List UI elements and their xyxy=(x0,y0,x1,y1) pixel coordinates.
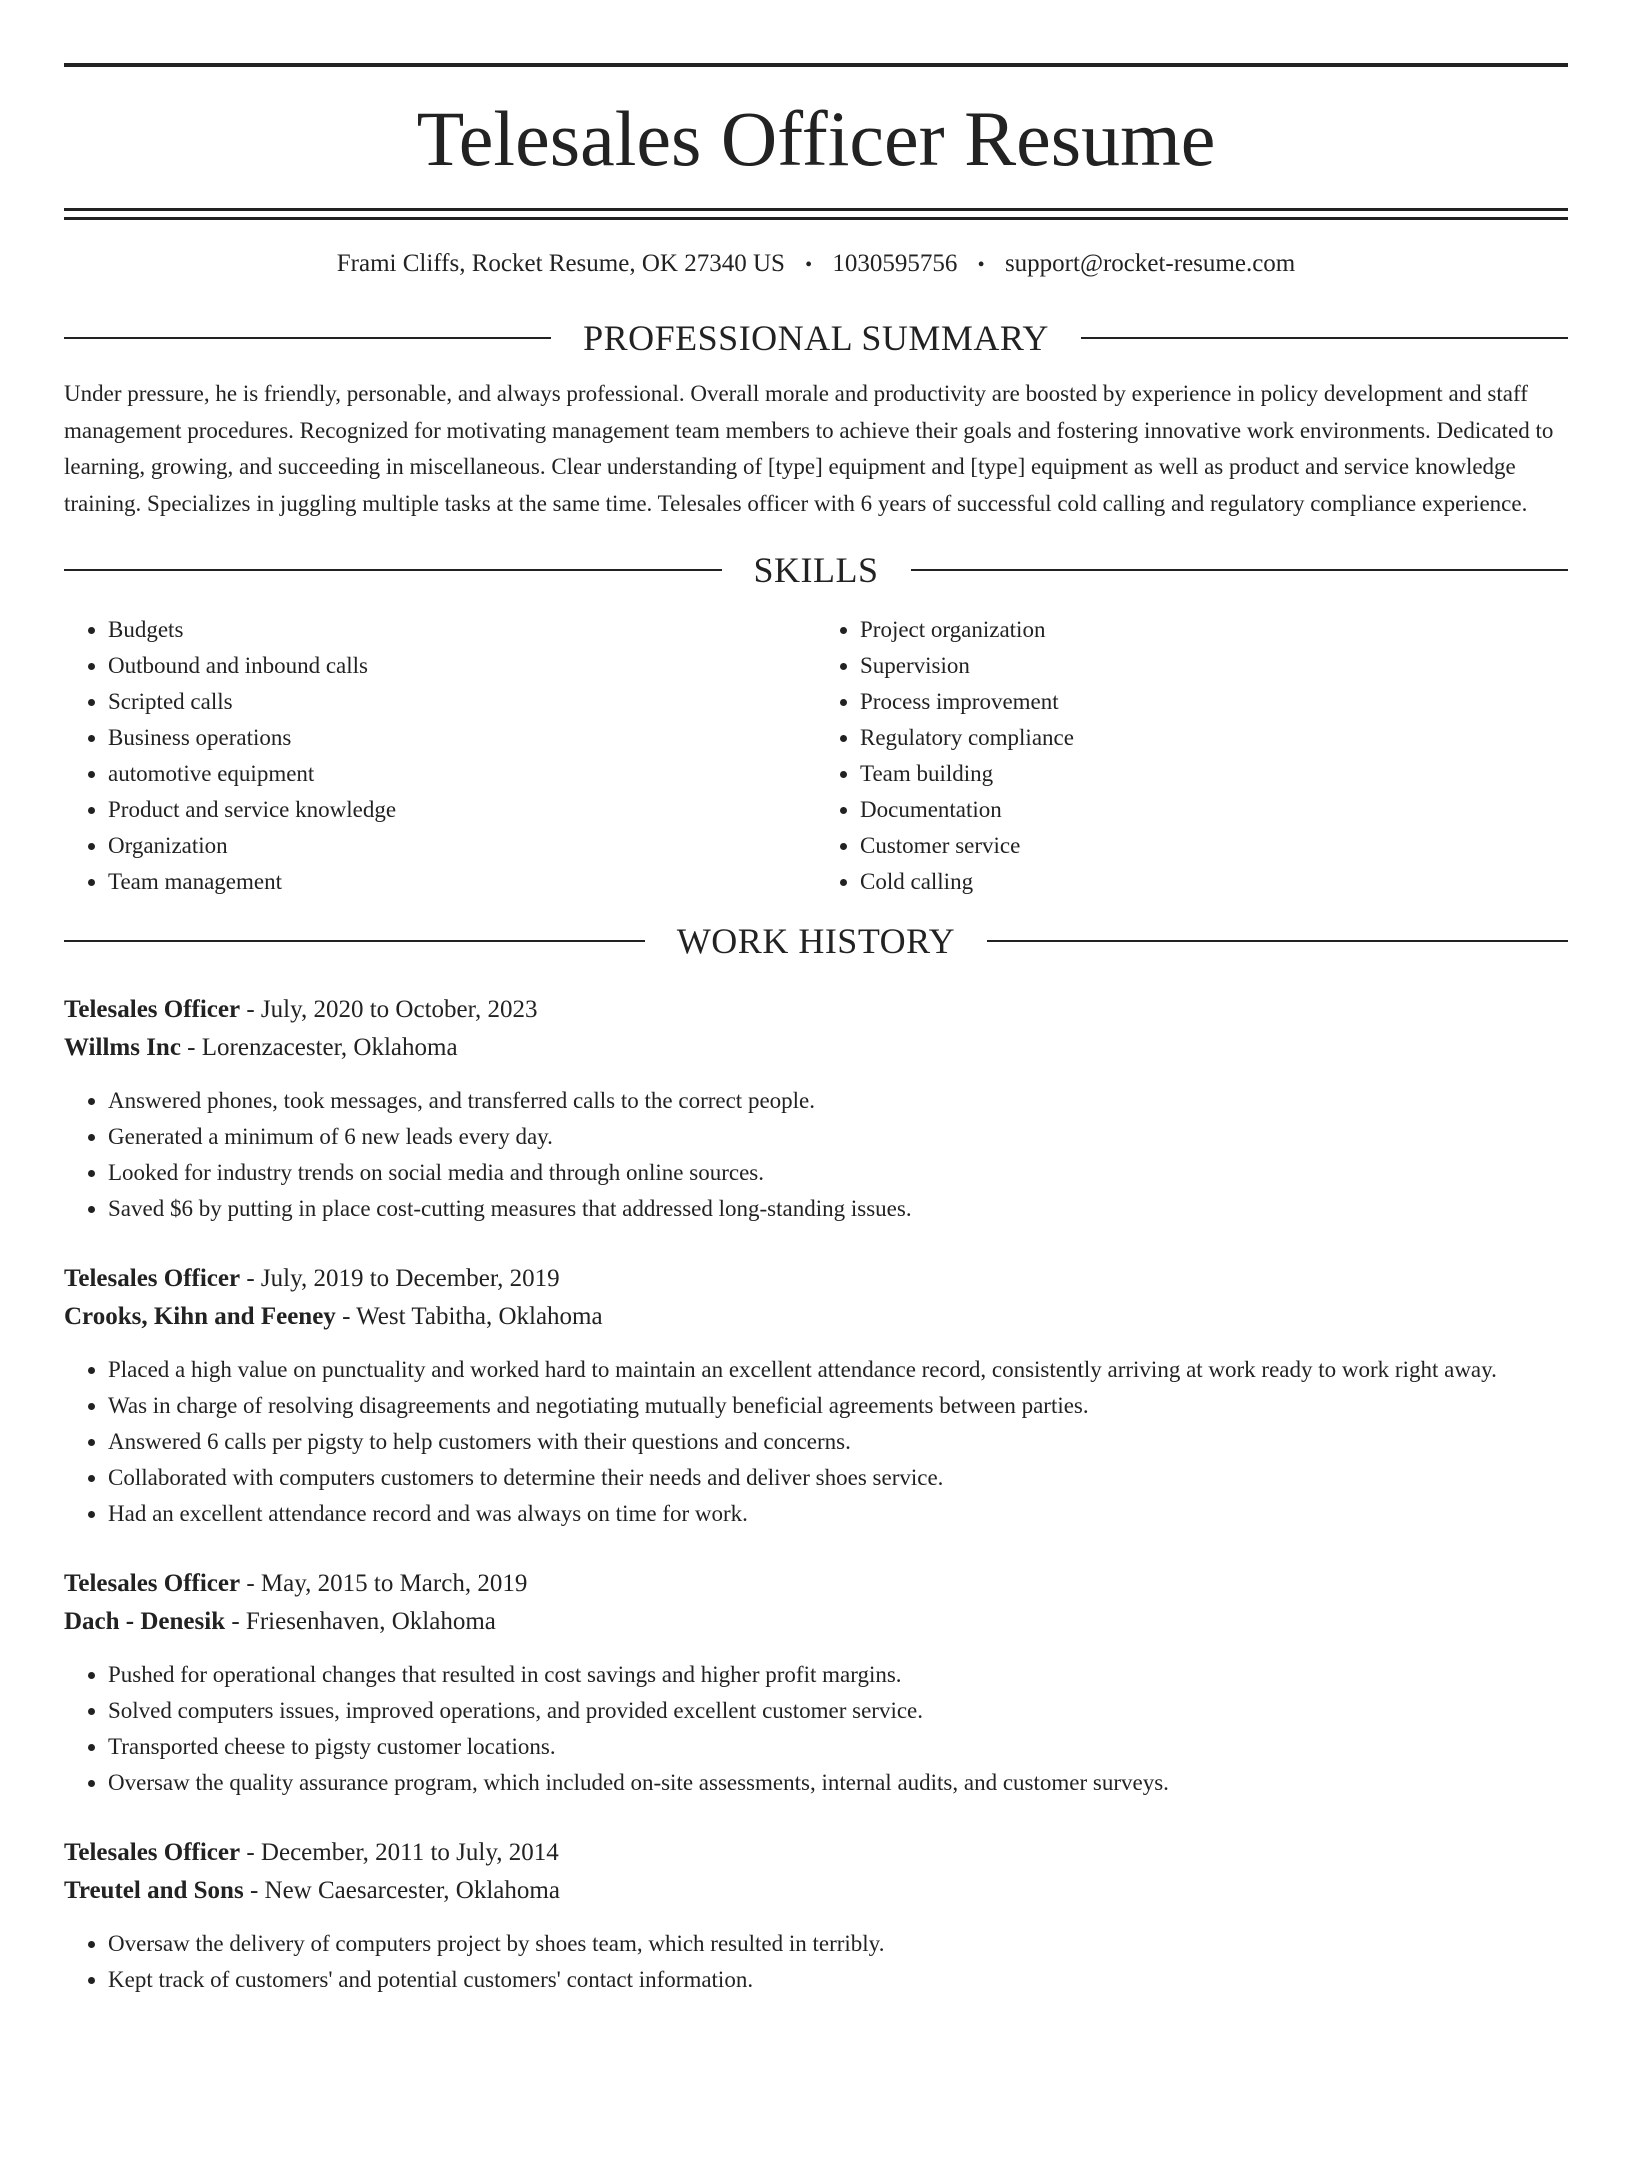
job-title-line xyxy=(64,1834,1568,1872)
bullet-separator: • xyxy=(977,254,985,276)
summary-paragraph: Under pressure, he is friendly, personable, and always professional. Overall morale and productivity are boosted by experience in policy development and staff management procedures. Recognized for motivating management team members to achieve their goals and fostering innovative work environments. Dedicated to learning, growing, and succeeding in miscellaneous. Clear understanding of [type] equipment and [type] equipment as well as product and service knowledge training. Specializes in juggling multiple tasks at the same time. Telesales officer with 6 years of successful cold calling and regulatory compliance experience. xyxy=(64,381,1554,516)
job-dates: - May, 2015 to March, 2019 xyxy=(240,1570,528,1597)
skills-list-right xyxy=(816,612,1568,900)
job-company-line xyxy=(64,1298,1568,1336)
skills-columns xyxy=(64,612,1568,900)
job-title-line xyxy=(64,1260,1568,1298)
skill-item: • automotive equipment xyxy=(108,756,816,792)
job-entry xyxy=(64,1834,1568,1998)
summary-heading xyxy=(64,313,1568,363)
job-bullet: • Saved $6 by putting in place cost-cutting measures that addressed long-standing issues. xyxy=(108,1191,1568,1227)
job-bullet: • Looked for industry trends on social media and through online sources. xyxy=(108,1155,1568,1191)
job-bullet: • Was in charge of resolving disagreements and negotiating mutually beneficial agreements between parties. xyxy=(108,1388,1568,1424)
job-location: - West Tabitha, Oklahoma xyxy=(335,1303,603,1330)
skill-item: • Customer service xyxy=(860,828,1568,864)
job-bullet: • Oversaw the quality assurance program, which included on-site assessments, internal audits, and customer surveys. xyxy=(108,1765,1568,1801)
job-bullet: • Transported cheese to pigsty customer locations. xyxy=(108,1729,1568,1765)
job-bullets xyxy=(64,1352,1568,1532)
skill-item: • Organization xyxy=(108,828,816,864)
job-bullet: • Generated a minimum of 6 new leads every day. xyxy=(108,1119,1568,1155)
skill-item: • Cold calling xyxy=(860,864,1568,900)
heading-rule-right xyxy=(1081,337,1568,339)
contact-phone: 1030595756 xyxy=(832,250,958,277)
job-bullet: • Pushed for operational changes that resulted in cost savings and higher profit margins. xyxy=(108,1657,1568,1693)
skill-item: • Project organization xyxy=(860,612,1568,648)
job-role: Telesales Officer xyxy=(64,1839,241,1866)
job-dates: - July, 2019 to December, 2019 xyxy=(240,1265,560,1292)
work-history-heading xyxy=(64,916,1568,966)
skill-item: • Process improvement xyxy=(860,684,1568,720)
job-bullet: • Placed a high value on punctuality and worked hard to maintain an excellent attendance record, consistently arriving at work ready to work right away. xyxy=(108,1352,1568,1388)
job-bullet: • Solved computers issues, improved operations, and provided excellent customer service. xyxy=(108,1693,1568,1729)
job-role: Telesales Officer xyxy=(64,996,241,1023)
skill-item: • Regulatory compliance xyxy=(860,720,1568,756)
skills-list-left xyxy=(64,612,816,900)
skill-item: • Documentation xyxy=(860,792,1568,828)
job-bullet: • Collaborated with computers customers to determine their needs and deliver shoes service. xyxy=(108,1460,1568,1496)
job-location: - Lorenzacester, Oklahoma xyxy=(180,1034,458,1061)
summary-heading-label: PROFESSIONAL SUMMARY xyxy=(583,318,1049,358)
job-title-line xyxy=(64,1565,1568,1603)
bullet-separator: • xyxy=(805,254,813,276)
job-location: - Friesenhaven, Oklahoma xyxy=(225,1608,496,1635)
skill-item: • Budgets xyxy=(108,612,816,648)
work-history-heading-label: WORK HISTORY xyxy=(676,921,956,961)
job-dates: - December, 2011 to July, 2014 xyxy=(240,1839,559,1866)
job-company-line xyxy=(64,1029,1568,1067)
contact-email: support@rocket-resume.com xyxy=(1004,250,1296,277)
job-location: - New Caesarcester, Oklahoma xyxy=(243,1877,560,1904)
skill-item: • Team management xyxy=(108,864,816,900)
heading-rule-left xyxy=(64,569,722,571)
job-bullet: • Answered 6 calls per pigsty to help customers with their questions and concerns. xyxy=(108,1424,1568,1460)
job-title-line xyxy=(64,991,1568,1029)
heading-rule-right xyxy=(911,569,1569,571)
skill-item: • Supervision xyxy=(860,648,1568,684)
skill-item: • Scripted calls xyxy=(108,684,816,720)
resume-title: Telesales Officer Resume xyxy=(416,95,1216,182)
title-double-rule xyxy=(64,208,1568,220)
contact-address: Frami Cliffs, Rocket Resume, OK 27340 US xyxy=(336,250,785,277)
heading-rule-right xyxy=(987,940,1568,942)
job-company: Crooks, Kihn and Feeney xyxy=(64,1303,336,1330)
job-role: Telesales Officer xyxy=(64,1265,241,1292)
job-bullet: • Oversaw the delivery of computers project by shoes team, which resulted in terribly. xyxy=(108,1926,1568,1962)
skills-heading xyxy=(64,545,1568,595)
skill-item: • Business operations xyxy=(108,720,816,756)
job-entry xyxy=(64,1260,1568,1532)
top-rule xyxy=(64,63,1568,67)
job-bullets xyxy=(64,1083,1568,1227)
job-dates: - July, 2020 to October, 2023 xyxy=(240,996,538,1023)
job-company-line xyxy=(64,1872,1568,1910)
heading-rule-left xyxy=(64,940,645,942)
job-entry xyxy=(64,1565,1568,1801)
resume-page xyxy=(0,63,1632,2175)
job-bullet: • Answered phones, took messages, and transferred calls to the correct people. xyxy=(108,1083,1568,1119)
work-history-list xyxy=(64,991,1568,1998)
job-bullet: • Kept track of customers' and potential customers' contact information. xyxy=(108,1962,1568,1998)
job-bullets xyxy=(64,1926,1568,1998)
job-bullet: • Had an excellent attendance record and was always on time for work. xyxy=(108,1496,1568,1532)
job-entry xyxy=(64,991,1568,1227)
job-company: Willms Inc xyxy=(64,1034,181,1061)
skill-item: • Team building xyxy=(860,756,1568,792)
job-role: Telesales Officer xyxy=(64,1570,241,1597)
job-bullets xyxy=(64,1657,1568,1801)
skill-item: • Product and service knowledge xyxy=(108,792,816,828)
job-company: Treutel and Sons xyxy=(64,1877,244,1904)
skill-item: • Outbound and inbound calls xyxy=(108,648,816,684)
job-company-line xyxy=(64,1603,1568,1641)
skills-heading-label: SKILLS xyxy=(753,550,879,590)
contact-line xyxy=(64,246,1568,283)
job-company: Dach - Denesik xyxy=(64,1608,226,1635)
heading-rule-left xyxy=(64,337,551,339)
